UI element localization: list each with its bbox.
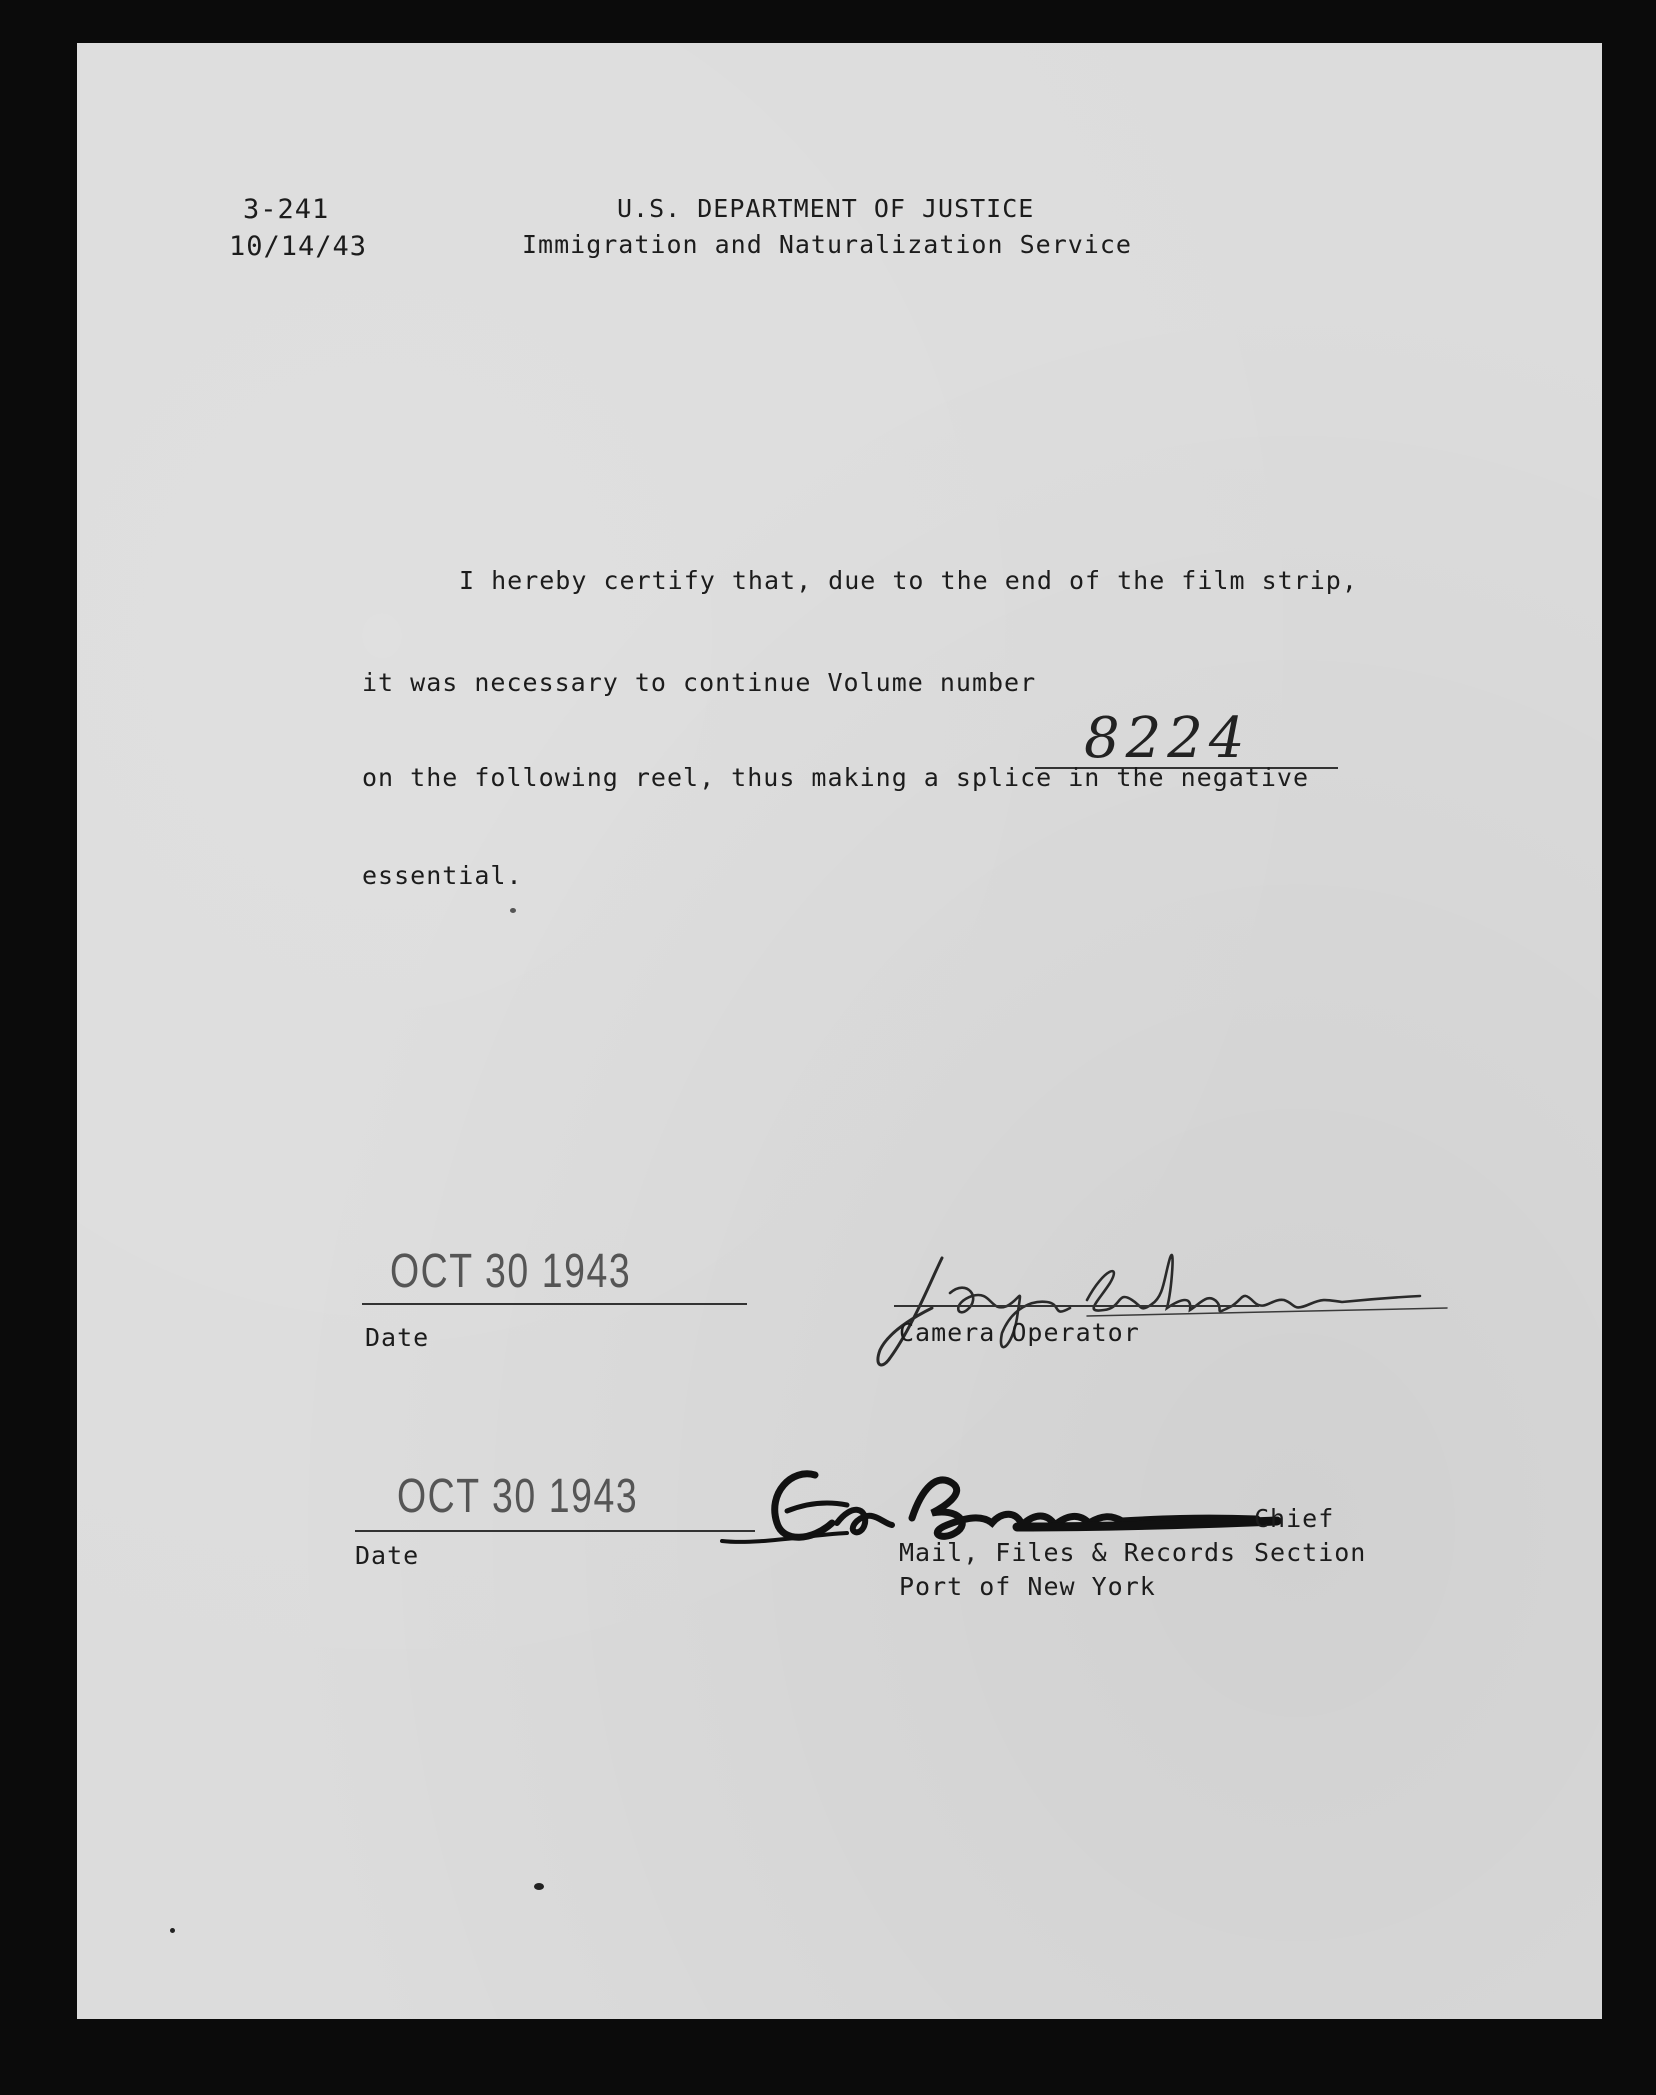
- certification-line-1: I hereby certify that, due to the end of the film strip,: [459, 566, 1358, 595]
- department-heading: U.S. DEPARTMENT OF JUSTICE: [617, 194, 1035, 223]
- scan-speck: [170, 1928, 175, 1933]
- port-of-new-york-label: Port of New York: [899, 1572, 1156, 1601]
- volume-number-handwritten: 8224: [1084, 706, 1251, 771]
- date-stamp-operator: OCT 30 1943: [390, 1245, 632, 1298]
- service-heading: Immigration and Naturalization Service: [522, 230, 1132, 259]
- form-number: 3-241: [243, 194, 330, 225]
- form-revision-date: 10/14/43: [229, 231, 368, 262]
- date-line-chief: [355, 1530, 755, 1532]
- date-line-operator: [362, 1303, 747, 1305]
- date-stamp-chief: OCT 30 1943: [397, 1470, 639, 1523]
- camera-operator-signature: [872, 1238, 1462, 1378]
- camera-operator-signature-line: [894, 1305, 1259, 1307]
- chief-title-label: Chief: [1254, 1504, 1335, 1533]
- date-label-operator: Date: [365, 1323, 430, 1352]
- certification-line-4: essential.: [362, 861, 523, 890]
- document-page: [77, 43, 1602, 2019]
- mail-files-records-label: Mail, Files & Records: [899, 1538, 1237, 1567]
- scan-speck: [510, 908, 516, 913]
- scan-speck: [534, 1883, 544, 1890]
- certification-line-2: it was necessary to continue Volume number: [362, 668, 1037, 697]
- certification-line-3: on the following reel, thus making a splice in the negative: [362, 763, 1310, 792]
- camera-operator-label: Camera Operator: [899, 1318, 1140, 1347]
- date-label-chief: Date: [355, 1541, 420, 1570]
- section-label: Section: [1254, 1538, 1367, 1567]
